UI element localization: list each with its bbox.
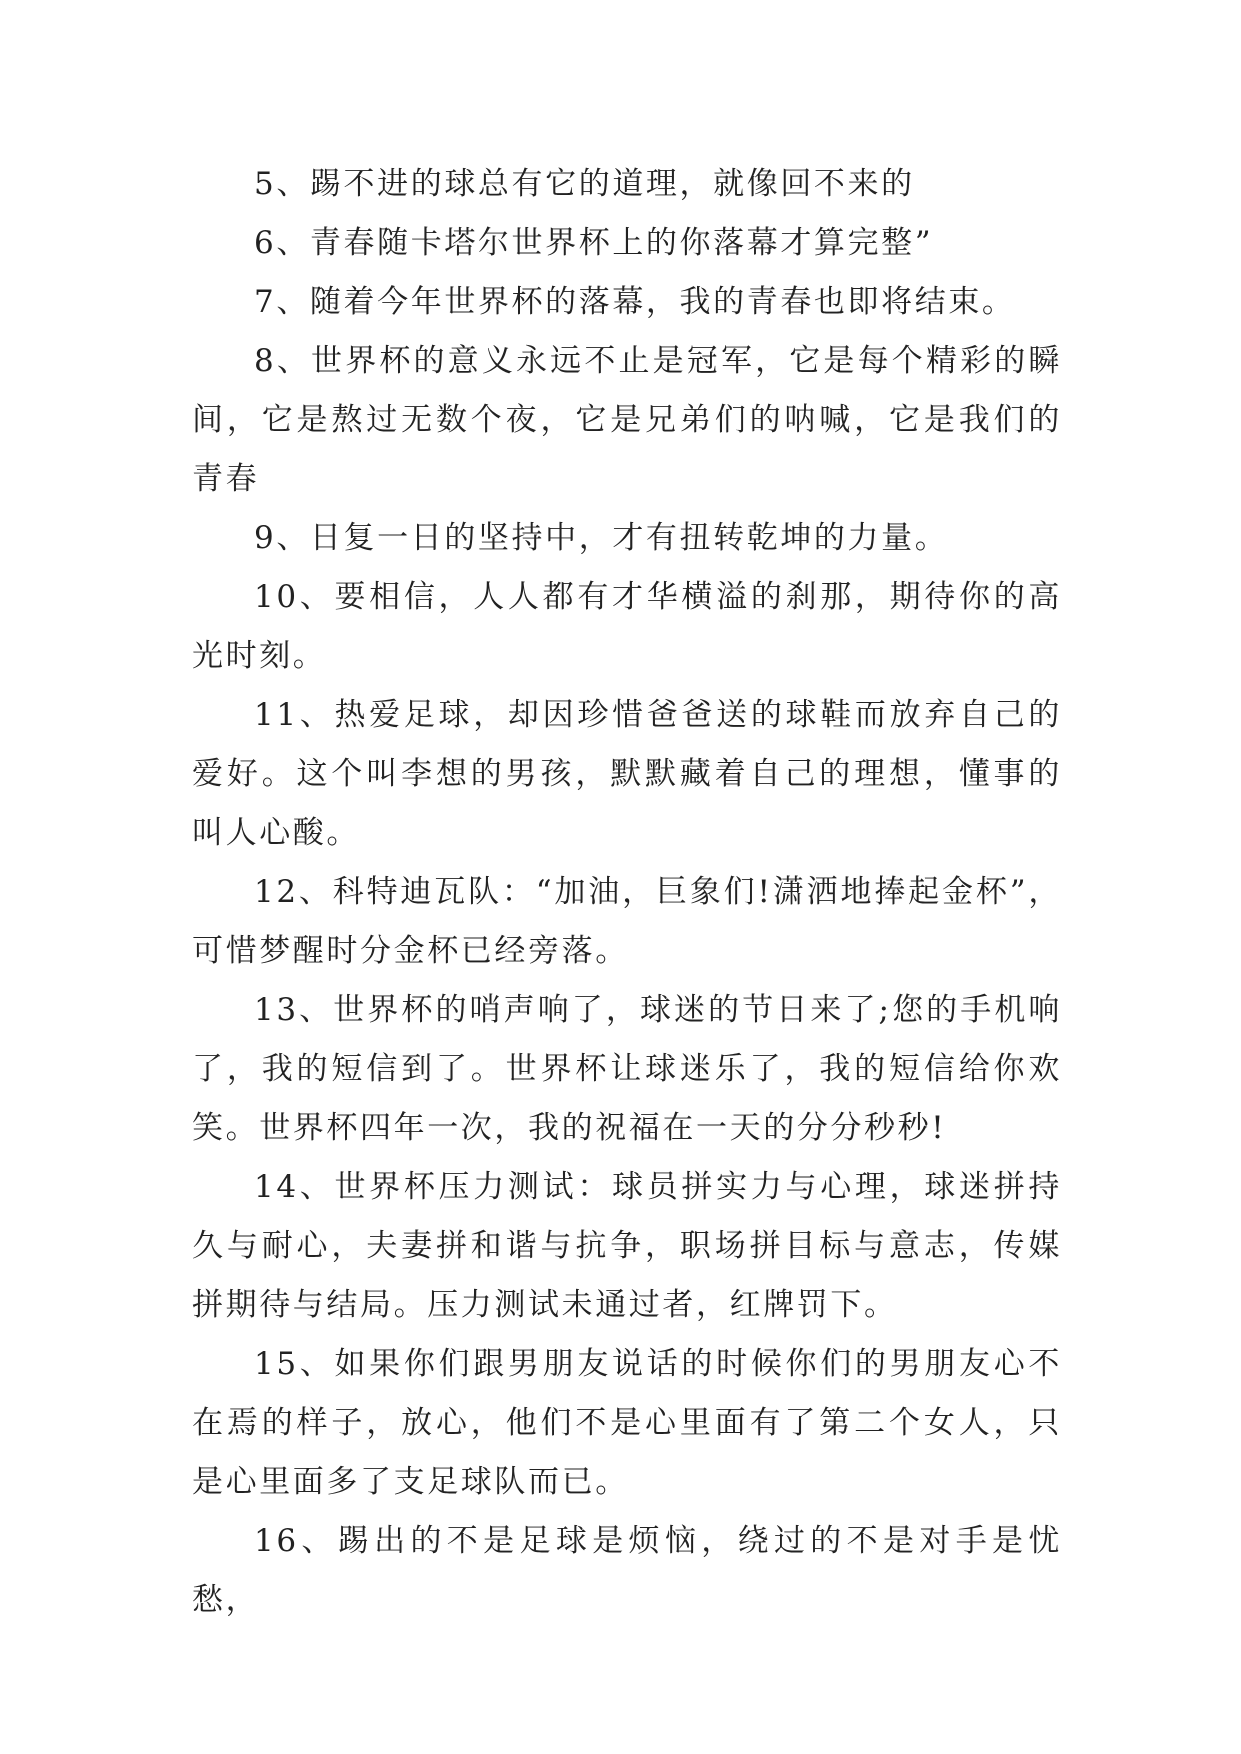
paragraph-10: 10、要相信，人人都有才华横溢的刹那，期待你的高光时刻。 bbox=[192, 579, 1062, 674]
paragraph-16: 16、踢出的不是足球是烦恼，绕过的不是对手是忧愁， bbox=[192, 1523, 1062, 1618]
paragraph-8: 8、世界杯的意义永远不止是冠军，它是每个精彩的瞬间，它是熬过无数个夜，它是兄弟们的呐喊，它是我们的青春 bbox=[192, 343, 1062, 497]
paragraph-11: 11、热爱足球，却因珍惜爸爸送的球鞋而放弃自己的爱好。这个叫李想的男孩，默默藏着自己的理想，懂事的叫人心酸。 bbox=[192, 697, 1062, 851]
paragraph-14: 14、世界杯压力测试：球员拼实力与心理，球迷拼持久与耐心，夫妻拼和谐与抗争，职场拼目标与意志，传媒拼期待与结局。压力测试未通过者，红牌罚下。 bbox=[192, 1169, 1062, 1323]
paragraph-5: 5、踢不进的球总有它的道理，就像回不来的 bbox=[254, 166, 915, 202]
paragraph-7: 7、随着今年世界杯的落幕，我的青春也即将结束。 bbox=[254, 284, 1016, 320]
paragraph-13: 13、世界杯的哨声响了，球迷的节日来了;您的手机响了，我的短信到了。世界杯让球迷乐了，我的短信给你欢笑。世界杯四年一次，我的祝福在一天的分分秒秒! bbox=[192, 992, 1062, 1146]
paragraph-12: 12、科特迪瓦队：“加油，巨象们!潇洒地捧起金杯”，可惜梦醒时分金杯已经旁落。 bbox=[192, 874, 1062, 969]
document-body bbox=[192, 155, 1062, 1630]
paragraph-6: 6、青春随卡塔尔世界杯上的你落幕才算完整” bbox=[254, 225, 934, 261]
paragraph-9: 9、日复一日的坚持中，才有扭转乾坤的力量。 bbox=[254, 520, 949, 556]
paragraph-15: 15、如果你们跟男朋友说话的时候你们的男朋友心不在焉的样子，放心，他们不是心里面有了第二个女人，只是心里面多了支足球队而已。 bbox=[192, 1346, 1062, 1500]
